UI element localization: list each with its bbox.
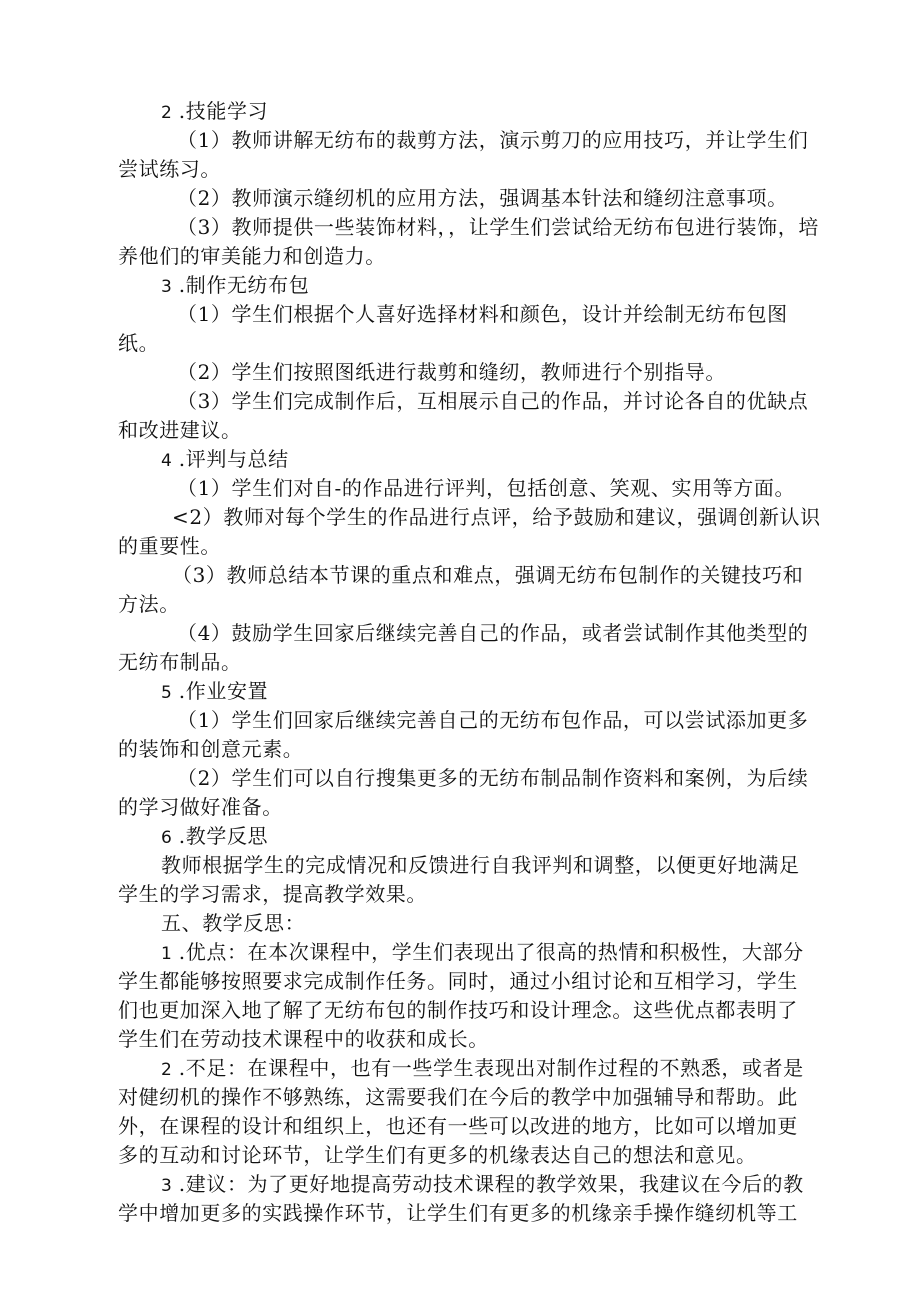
paragraph-line: （3）教师总结本节课的重点和难点，强调无纺布包制作的关键技巧和 bbox=[172, 563, 804, 587]
paragraph-line: 尝试练习。 bbox=[118, 157, 221, 181]
paragraph-line: 们也更加深入地了解了无纺布包的制作技巧和设计理念。这些优点都表明了 bbox=[118, 998, 798, 1022]
paragraph-line: 的装饰和创意元素。 bbox=[118, 737, 304, 761]
paragraph-line: （4）鼓励学生回家后继续完善自己的作品，或者尝试制作其他类型的 bbox=[177, 621, 809, 645]
paragraph-line: （2）学生们可以自行搜集更多的无纺布制品制作资料和案例，为后续 bbox=[177, 766, 809, 790]
paragraph-line: （1）学生们对自-的作品进行评判，包括创意、笑观、实用等方面。 bbox=[177, 476, 796, 500]
paragraph-line: 多的互动和讨论环节，让学生们有更多的机缘表达自己的想法和意见。 bbox=[118, 1143, 757, 1167]
paragraph-line: 无纺布制品。 bbox=[118, 650, 242, 674]
paragraph-line: <2）教师对每个学生的作品进行点评，给予鼓励和建议，强调创新认识 bbox=[172, 505, 821, 529]
section-heading-make-bag: 3 .制作无纺布包 bbox=[161, 273, 310, 297]
paragraph-line: 学中增加更多的实践操作环节，让学生们有更多的机缘亲手操作缝纫机等工 bbox=[118, 1201, 798, 1225]
section-heading-teaching-reflection: 五、教学反思： bbox=[161, 911, 306, 935]
section-heading-reflection: 6 .教学反思 bbox=[161, 824, 269, 848]
paragraph-line: （3）学生们完成制作后，互相展示自己的作品，并讨论各自的优缺点 bbox=[177, 389, 809, 413]
paragraph-line: 学生的学习需求，提高教学效果。 bbox=[118, 882, 427, 906]
section-heading-homework: 5 .作业安置 bbox=[161, 679, 269, 703]
paragraph-line: （1）教师讲解无纺布的裁剪方法，演示剪刀的应用技巧，并让学生们 bbox=[177, 128, 809, 152]
paragraph-line: （2）学生们按照图纸进行裁剪和缝纫，教师进行个别指导。 bbox=[177, 360, 726, 384]
paragraph-line: 2 .不足：在课程中，也有一些学生表现出对制作过程的不熟悉，或者是 bbox=[161, 1056, 804, 1080]
paragraph-line: 和改进建议。 bbox=[118, 418, 242, 442]
paragraph-line: 1 .优点：在本次课程中，学生们表现出了很高的热情和积极性，大部分 bbox=[161, 940, 804, 964]
paragraph-line: （1）学生们回家后继续完善自己的无纺布包作品，可以尝试添加更多 bbox=[177, 708, 809, 732]
paragraph-line: 养他们的审美能力和创造力。 bbox=[118, 244, 386, 268]
paragraph-line: 对健纫机的操作不够熟练，这需要我们在今后的教学中加强辅导和帮助。此 bbox=[118, 1085, 798, 1109]
paragraph-line: 纸。 bbox=[118, 331, 160, 355]
paragraph-line: （2）教师演示缝纫机的应用方法，强调基本针法和缝纫注意事项。 bbox=[177, 186, 788, 210]
paragraph-line: 方法。 bbox=[118, 592, 180, 616]
paragraph-line: （1）学生们根据个人喜好选择材料和颜色，设计并绘制无纺布包图 bbox=[177, 302, 788, 326]
paragraph-line: 学生都能够按照要求完成制作任务。同时，通过小组讨论和互相学习，学生 bbox=[118, 969, 798, 993]
section-heading-evaluation: 4 .评判与总结 bbox=[161, 447, 289, 471]
paragraph-line: 教师根据学生的完成情况和反馈进行自我评判和调整，以便更好地满足 bbox=[161, 853, 800, 877]
section-heading-skills: 2 .技能学习 bbox=[161, 99, 269, 123]
paragraph-line: 外，在课程的设计和组织上，也还有一些可以改进的地方，比如可以增加更 bbox=[118, 1114, 798, 1138]
paragraph-line: 的学习做好准备。 bbox=[118, 795, 283, 819]
paragraph-line: 学生们在劳动技术课程中的收获和成长。 bbox=[118, 1027, 489, 1051]
paragraph-line: 3 .建议：为了更好地提高劳动技术课程的教学效果，我建议在今后的教 bbox=[161, 1172, 804, 1196]
paragraph-line: （3）教师提供一些装饰材料，，让学生们尝试给无纺布包进行装饰，培 bbox=[177, 215, 819, 239]
paragraph-line: 的重要性。 bbox=[118, 534, 221, 558]
